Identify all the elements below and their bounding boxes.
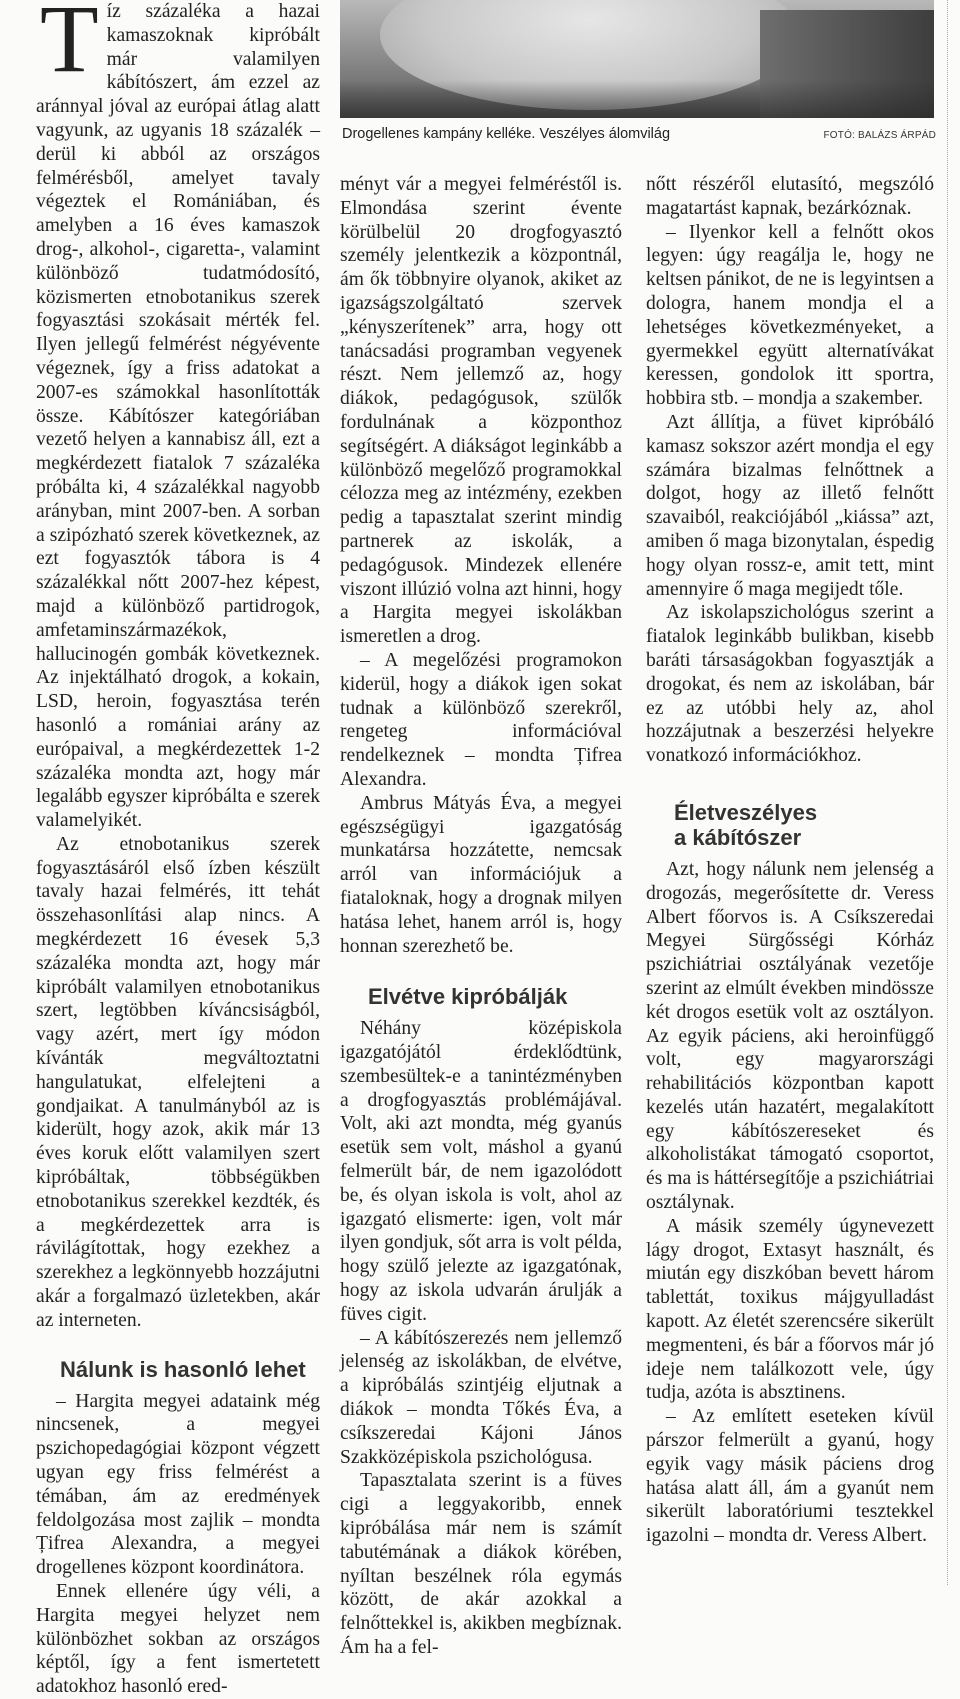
paragraph: – Hargita megyei adataink még nincsenek, a megyei pszichopedagógiai központ végzett ugyan egy friss felmérést a témában, ám az eredmények feldolgozása most zajlik – mondta Țifrea Alexandra, a megyei drogellenes központ koordinátora.: [36, 1390, 320, 1579]
paragraph: Ambrus Mátyás Éva, a megyei egészségügyi igazgatóság munkatársa hozzátette, nemcsak arról van információjuk a fiataloknak, hogy a drognak milyen hatása lehet, hanem arról is, hogy honnan szerezhető be.: [340, 792, 622, 957]
paragraph: Azt, hogy nálunk nem jelenség a drogozás, megerősítette dr. Veress Albert főorvos is. A Csíkszeredai Megyei Sürgősségi Kórház pszichiátriai osztályának vezetője szerint az elmúlt években mindössze két drogos esetük volt az osztályon. Az egyik páciens, aki heroinfüggő volt, egy magyarországi rehabilitációs központban kapott kezelés után hazatért, megalakított egy kábítószereseket és alkoholistákat támogató csoportot, és ma is háttérsegítője a pszichiátriai osztálynak.: [646, 858, 934, 1214]
article-column-1: [36, 0, 320, 1699]
paragraph: ményt vár a megyei felméréstől is. Elmondása szerint évente körülbelül 20 drogfogyasztó személy jelentkezik a központnál, ám ők többnyire olyanok, akiket az igazságszolgáltató szervek „kényszerítenek” arra, hogy ott tanácsadási programban vegyenek részt. Nem jellemző az, hogy diákok, pedagógusok, szülők fordulnának a központhoz segítségért. A diákságot leginkább a különböző megelőző programokkal célozza meg az intézmény, ezekben pedig a tapasztalat szerint mindig partnerek az iskolák, a pedagógusok. Mindezek ellenére viszont illúzió volna azt hinni, hogy a Hargita megyei iskolákban ismeretlen a drog.: [340, 174, 622, 648]
paragraph: Ennek ellenére úgy véli, a Hargita megyei helyzet nem különbözhet sokban az országos képtől, így a fent ismertetett adatokhoz hasonló ered-: [36, 1581, 320, 1698]
paragraph: – A kábítószerezés nem jellemző jelenség az iskolákban, de elvétve, a kipróbálás szintjéig eljutnak a diákok – mondta Tőkés Éva, a csíkszeredai Kájoni János Szakközépiskola pszichológusa.: [340, 1327, 622, 1468]
paragraph: A másik személy úgynevezett lágy drogot, Extasyt használt, és miután egy diszkóban bevett három tablettát, toxikus májgyulladást kapott. Az életét szerencsére sikerült megmenteni, és bár a főorvos már jó ideje nem találkozott vele, úgy tudja, azóta is absztinens.: [646, 1215, 934, 1404]
drop-cap: T: [40, 0, 99, 92]
article-column-2: [340, 173, 622, 1660]
paragraph: Tapasztalata szerint is a füves cigi a leggyakoribb, ennek kipróbálása már nem is számít tabutémának a diákok körében, nyíltan beszélnek róla egymás között, de akár azokkal a felnőttekkel is, akikben megbíznak. Ám ha a fel-: [340, 1470, 622, 1659]
photo-shadow: [340, 80, 934, 118]
photo-caption: Drogellenes kampány kelléke. Veszélyes álomvilág: [342, 126, 671, 142]
paragraph: Néhány középiskola igazgatójától érdeklődtünk, szembesültek-e a tanintézményben a drogfogyasztás problémájával. Volt, aki azt mondta, még gyanús esetük sem volt, máshol a gyanú felmerült bár, de nem igazolódott be, és olyan iskola is volt, ahol az igazgató elismerte: igen, volt már ilyen gondjuk, sőt arra is volt példa, hogy szülő jelezte az igazgatónak, hogy az iskola udvarán árulják a füves cigit.: [340, 1018, 622, 1325]
paragraph: Azt állítja, a füvet kipróbáló kamasz sokszor azért mondja el egy számára bizalmas felnőttnek a dolgot, hogy az illető felnőtt szavaiból, reakciójából „kiássa” azt, amiben ő maga bizonytalan, éspedig hogy olyan rossz-e, amit tett, mint amennyire ő maga megijedt tőle.: [646, 411, 934, 600]
paragraph: Az iskolapszichológus szerint a fiatalok leginkább bulikban, kisebb baráti társaságokban fogyasztják a drogokat, és nem az iskolában, bár ez az utóbbi hely az, ahol hozzájutnak a beszerzési helyekre vonatkozó információkhoz.: [646, 602, 934, 767]
subheading-line-2: a kábítószer: [674, 824, 802, 850]
article-column-3: [646, 173, 934, 1548]
column-rule: [947, 0, 949, 1585]
paragraph: – A megelőzési programokon kiderül, hogy a diákok igen sokat tudnak a különböző szerekről, rengeteg információval rendelkeznek – mondta Țifrea Alexandra.: [340, 649, 622, 790]
paragraph: – Ilyenkor kell a felnőtt okos legyen: úgy reagálja le, hogy ne keltsen pánikot, de ne is legyintsen a dologra, hanem mondja el a lehetséges következményeket, a gyermekkel együtt alternatívákat keressen, gondolok itt sportra, hobbira stb. – mondja a szakember.: [646, 221, 934, 410]
campaign-photo: [340, 0, 934, 118]
photo-credit: FOTÓ: BALÁZS ÁRPÁD: [823, 130, 936, 141]
paragraph: – Az említett eseteken kívül párszor felmerült a gyanú, hogy egyik vagy másik páciens drog hatása alatt áll, ám a gyanút nem sikerült laboratóriumi tesztekkel igazolni – mondta dr. Veress Albert.: [646, 1406, 934, 1547]
lead-text: íz százaléka a hazai kamaszoknak kipróbált már valamilyen kábítószert, ám ezzel az aránnyal jóval az európai átlag alatt vagyunk, az ugyanis 18 százalék – derül ki abból az országos felmérésből, amelyet tavaly végeztek el Romániában, és amelyben a 16 éves kamaszok drog-, alkohol-, cigaretta-, valamint különböző tudatmódosító, közismerten etnobotanikus szerek fogyasztási szokásait mérték fel. Ilyen jellegű felmérést négyévente végeznek, így a friss adatokat a 2007-es számokkal hasonlították össze. Kábítószer kategóriában vezető helyen a kannabisz áll, ezt a megkérdezett fiatalok 7 százaléka próbálta ki, 4 százalékkal nagyobb arányban, mint 2007-ben. A sorban a szipózható szerek következnek, az ezt fogyasztók tábora is 4 százalékkal nőtt 2007-hez képest, majd a különböző partidrogok, amfetaminszármazékok, hallucinogén gombák következnek. Az injektálható drogok, a kokain, LSD, heroin, fogyasztása terén hasonló a romániai arány az európaival, a megkérdezettek 1-2 százaléka mondta azt, hogy már legalább egyszer kipróbálta e szerek valamelyikét.: [36, 1, 320, 832]
paragraph: nőtt részéről elutasító, megszóló magatartást kapnak, bezárkóznak.: [646, 174, 934, 219]
subheading: Nálunk is hasonló lehet: [60, 1356, 306, 1382]
subheading: Elvétve kipróbálják: [368, 984, 568, 1010]
subheading-line-1: Életveszélyes: [674, 799, 818, 825]
lead-paragraph: [36, 0, 320, 833]
paragraph: Az etnobotanikus szerek fogyasztásáról első ízben készült tavaly hazai felmérés, itt tehát összehasonlítási alap nincs. A megkérdezett 16 évesek 5,3 százaléka mondta azt, hogy már kipróbált valamilyen etnobotanikus szert, legtöbben kíváncsiságból, vagy azért, mert így módon kívánták megváltoztatni hangulatukat, elfelejteni a gondjaikat. A tanulmányból az is kiderült, hogy azok, akik már 13 éves koruk előtt valamilyen szert kipróbáltak, többségükben etnobotanikus szerekkel kezdték, és a megkérdezettek arra is rávilágítottak, hogy ezekhez a szerekhez a legkönnyebb hozzájutni akár a forgalmazó üzletekben, akár az interneten.: [36, 833, 320, 1331]
subheading: [646, 800, 934, 850]
